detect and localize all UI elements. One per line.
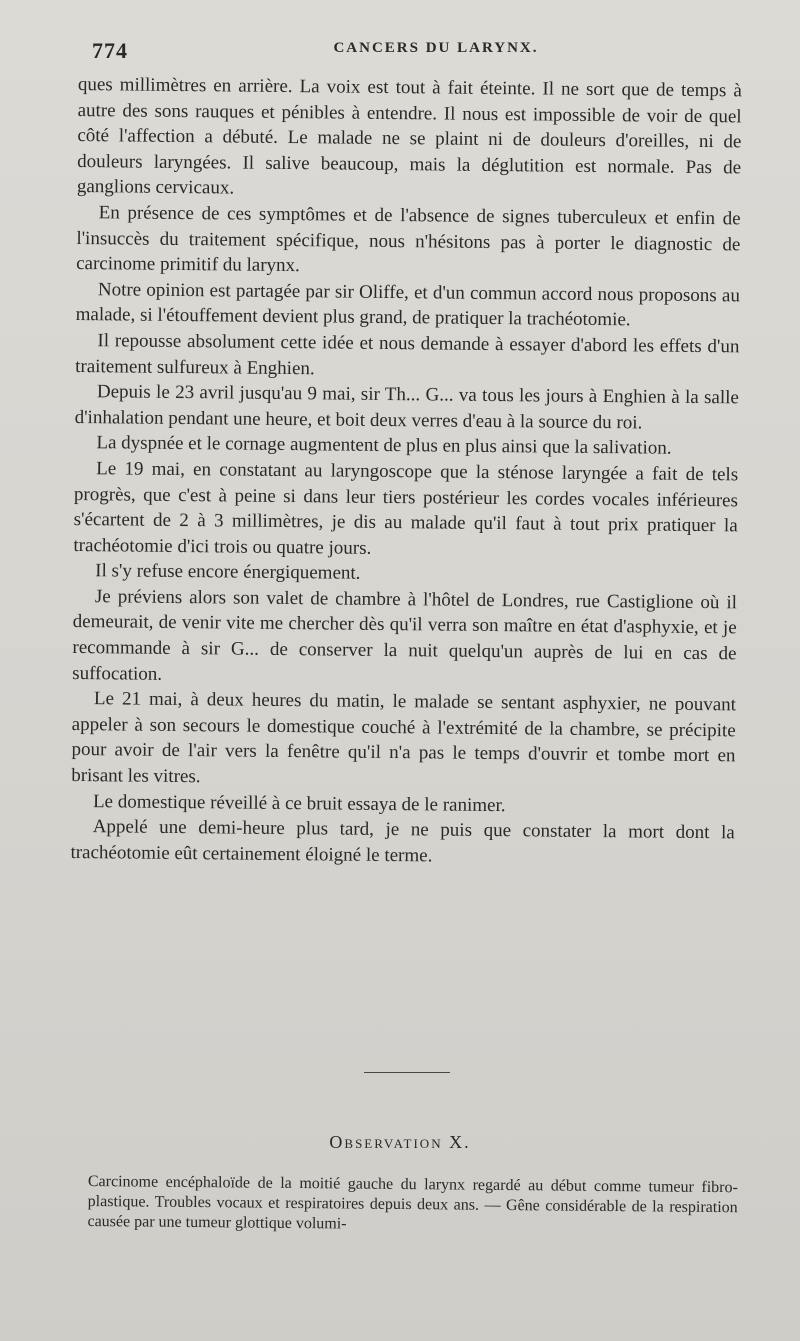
- observation-summary: [87, 1172, 738, 1238]
- observation-title: Observation X.: [329, 1132, 471, 1152]
- paragraph: Notre opinion est partagée par sir Oliffe, et d'un commun accord nous proposons au malade, si l'étouffement devient plus grand, de pratiquer la trachéotomie.: [75, 278, 740, 331]
- body-text: [70, 72, 742, 872]
- paragraph: Le 19 mai, en constatant au laryngoscope que la sténose laryngée a fait de tels progrès, que c'est à peine si dans leur tiers postérieur les cordes vocales inférieures s'écartent de 2 à 3 millimètres, je dis au malade qu'il faut à tout prix pratiquer la trachéotomie d'ici trois ou quatre jours.: [73, 458, 739, 559]
- paragraph: Il repousse absolument cette idée et nous demande à essayer d'abord les effets d'un traitement sulfureux à Enghien.: [75, 330, 740, 379]
- paragraph: Je préviens alors son valet de chambre à l'hôtel de Londres, rue Castiglione où il demeurait, de venir vite me chercher dès qu'il verra son maître en état d'asphyxie, et je recommande à sir G... de conserver la nuit quelqu'un auprès de lui en cas de suffocation.: [72, 586, 738, 685]
- running-head: CANCERS DU LARYNX.: [333, 40, 539, 56]
- page-header: [92, 38, 740, 68]
- section-divider: [364, 1072, 450, 1073]
- paragraph: La dyspnée et le cornage augmentent de plus en plus ainsi que la salivation.: [96, 432, 672, 460]
- paragraph: Appelé une demi-heure plus tard, je ne puis que constater la mort dont la trachéotomie eût certainement éloigné le terme.: [70, 816, 735, 867]
- paragraph: ques millimètres en arrière. La voix est tout à fait éteinte. Il ne sort que de temps à autre des sons rauques et pénibles à entendre. Il nous est impossible de voir de quel côté l'affection a débuté. Le malade ne se plaint ni de douleurs d'oreilles, ni de douleurs laryngées. Il salive beaucoup, mais la déglutition est normale. Pas de ganglions cervicaux.: [76, 73, 742, 199]
- summary-text: Carcinome encéphaloïde de la moitié gauche du larynx regardé au début comme tumeur fibro-plastique. Troubles vocaux et respiratoires depuis deux ans. — Gêne considérable de la respiration causée par une tumeur glottique volumi-: [87, 1173, 738, 1233]
- paragraph: Depuis le 23 avril jusqu'au 9 mai, sir Th... G... va tous les jours à Enghien à la salle d'inhalation pendant une heure, et boit deux verres d'eau à la source du roi.: [74, 381, 740, 434]
- paragraph: Le domestique réveillé à ce bruit essaya de le ranimer.: [92, 790, 506, 816]
- paragraph: En présence de ces symptômes et de l'absence de signes tuberculeux et enfin de l'insuccès du traitement spécifique, nous n'hésitons pas à porter le diagnostic de carcinome primitif du larynx.: [76, 202, 741, 277]
- page-number: 774: [92, 38, 128, 63]
- paragraph: Le 21 mai, à deux heures du matin, le malade se sentant asphyxier, ne pouvant appeler à son secours le domestique couché à l'extrémité de la chambre, se précipite pour avoir de l'air vers la fenêtre qu'il n'a pas le temps d'ouvrir et tombe mort en brisant les vitres.: [71, 688, 737, 788]
- paragraph: Il s'y refuse encore énergiquement.: [95, 560, 361, 585]
